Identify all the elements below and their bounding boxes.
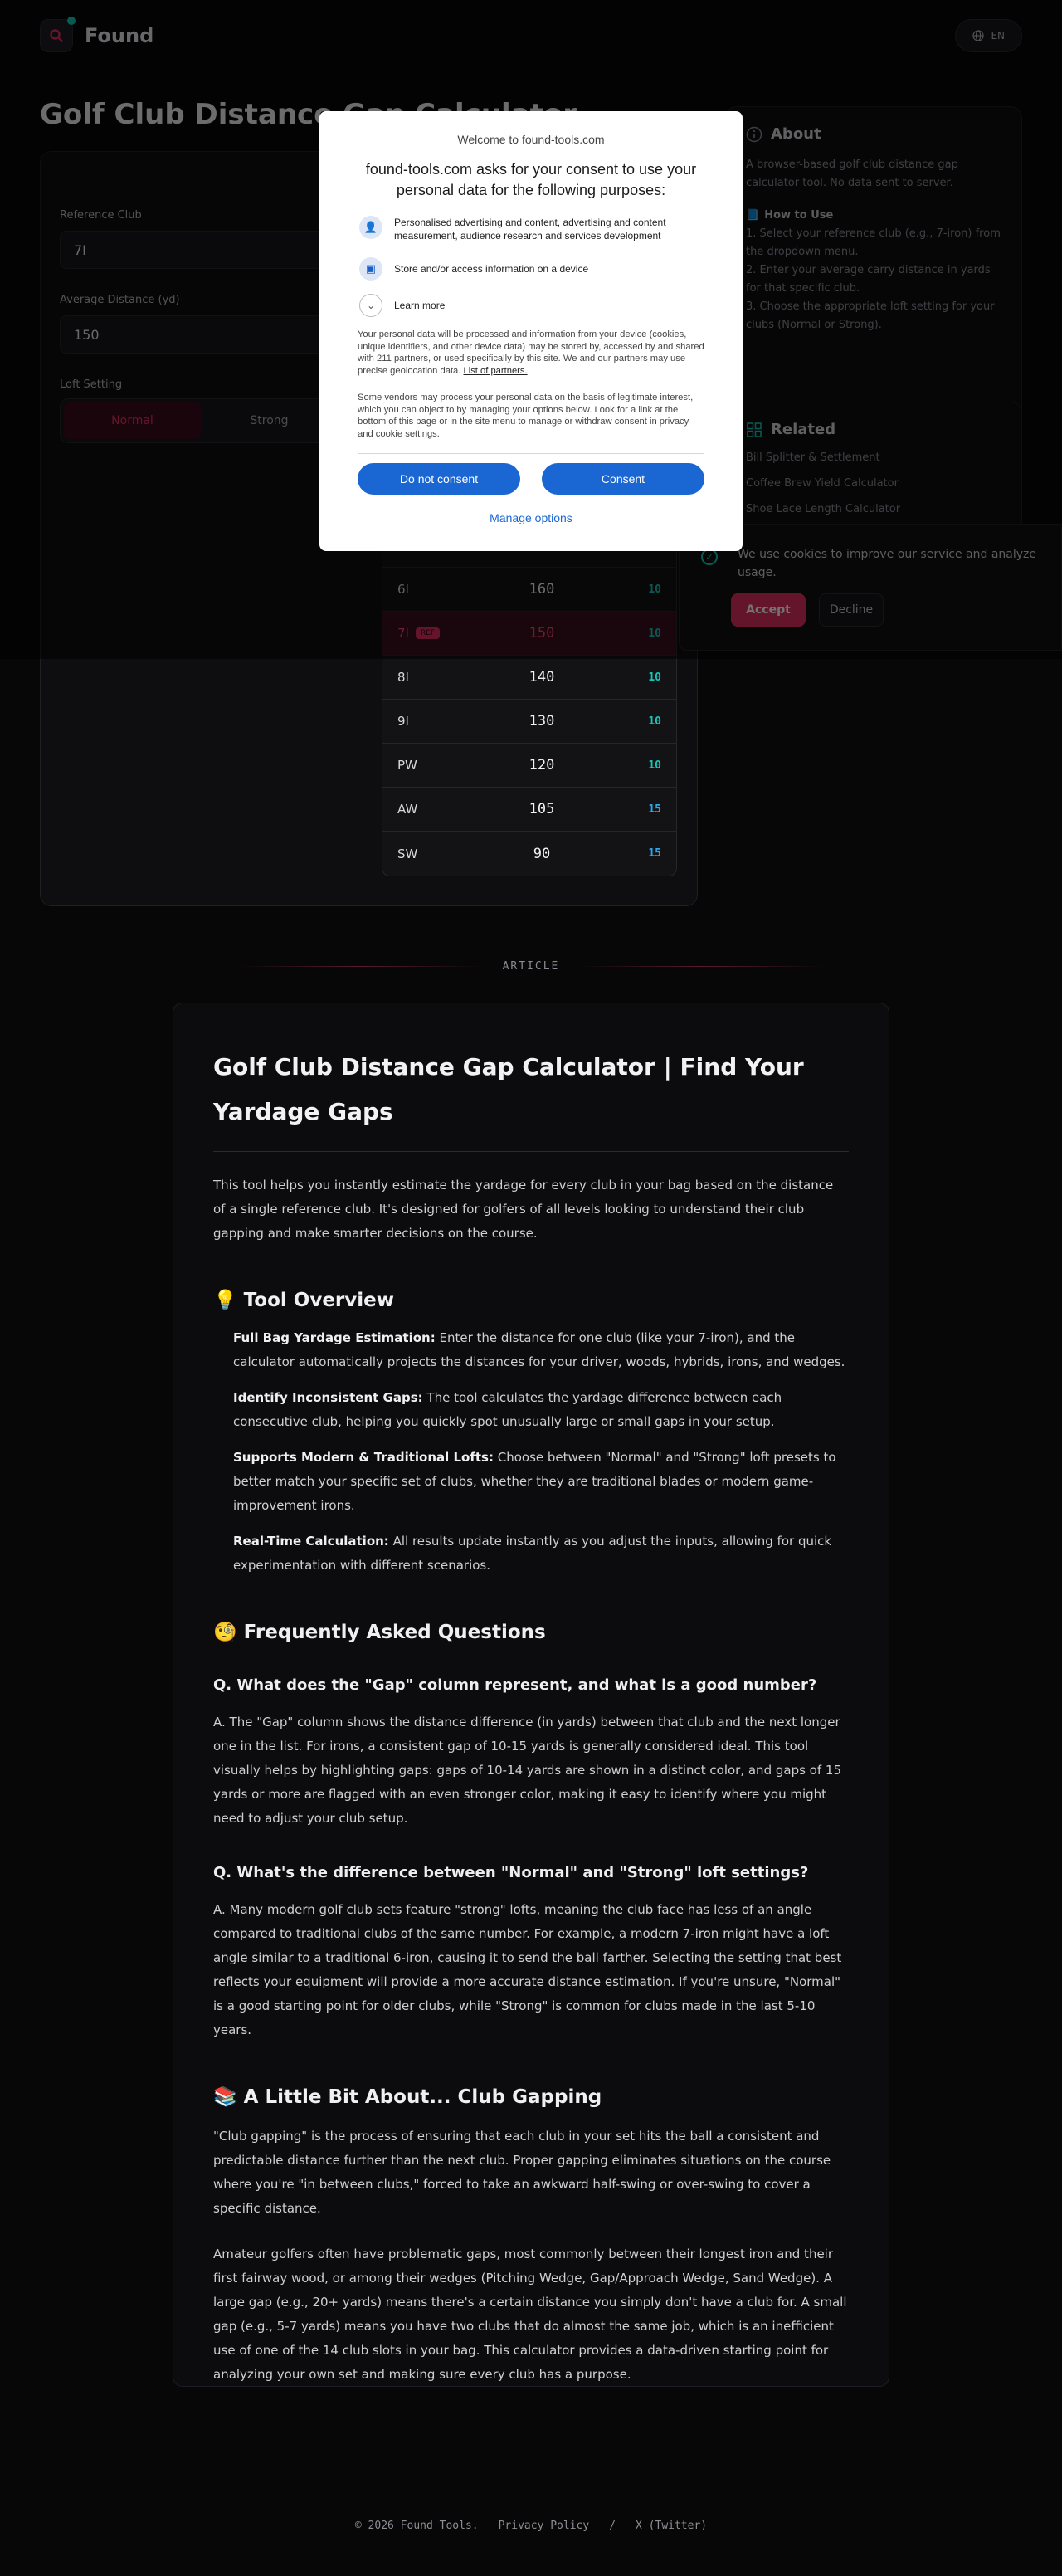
faq-heading: 🧐 Frequently Asked Questions: [213, 1622, 546, 1643]
chevron-down-icon: ⌄: [359, 294, 382, 317]
learn-more-toggle[interactable]: [359, 294, 708, 317]
faq-question: Q. What does the "Gap" column represent, and what is a good number?: [213, 1676, 817, 1694]
club-distance: 105: [529, 801, 555, 817]
copyright: © 2026 Found Tools.: [354, 2520, 479, 2532]
faq-answer: A. Many modern golf club sets feature "strong" lofts, meaning the club face has less of an angle compared to traditional clubs of the same number. For example, a modern 7-iron might have a loft angle similar to a traditional 6-iron, causing it to send the ball farther. Selecting the setting that best reflects your equipment will provide a more accurate distance estimation. If you're unsure, "Normal" is a good starting point for older clubs, while "Strong" is common for clubs made in the last 5-10 years.: [213, 1902, 842, 2037]
club-gap: 10: [648, 715, 661, 728]
club-name: PW: [397, 758, 417, 773]
result-row: [382, 700, 676, 744]
club-distance: 120: [529, 757, 555, 773]
feature-item: Real-Time Calculation: All results update instantly as you adjust the inputs, allowing for quick experimentation with different scenarios.: [233, 1534, 832, 1573]
purpose-text: Store and/or access information on a device: [394, 263, 589, 275]
footer-separator: /: [609, 2520, 616, 2532]
partners-link[interactable]: List of partners.: [463, 365, 528, 376]
consent-paragraph: [358, 329, 706, 377]
article-intro: This tool helps you instantly estimate the yardage for every club in your bag based on the distance of a single reference club. It's designed for golfers of all levels looking to understand their club gapping and make smarter decisions on the course.: [213, 1178, 834, 1241]
consent-para-text: Your personal data will be processed and information from your device (cookies, unique identifiers, and other device data) may be stored by, accessed by and shared with 211 partners, or used specifically by this site. We and our partners may use precise geolocation data.: [358, 329, 704, 376]
twitter-link[interactable]: X (Twitter): [636, 2520, 708, 2532]
consent-dialog: [319, 111, 743, 551]
club-gap: 15: [648, 847, 661, 860]
consent-heading: found-tools.com asks for your consent to use your personal data for the following purposes:: [365, 161, 697, 198]
article-title: Golf Club Distance Gap Calculator | Find Your Yardage Gaps: [213, 1045, 849, 1152]
footer: [0, 2520, 1062, 2532]
result-row: [382, 744, 676, 788]
club-distance: 90: [533, 845, 551, 862]
club-gapping-heading: 📚 A Little Bit About... Club Gapping: [213, 2086, 602, 2108]
purpose-text: Personalised advertising and content, advertising and content measurement, audience research and services development: [394, 217, 666, 242]
club-gap: 15: [648, 803, 661, 816]
feature-item: Identify Inconsistent Gaps: The tool calculates the yardage difference between each consecutive club, helping you quickly spot unusually large or small gaps in your setup.: [233, 1390, 782, 1429]
club-gap: 10: [648, 759, 661, 772]
club-name: AW: [397, 802, 418, 817]
manage-options-link[interactable]: Manage options: [490, 511, 572, 524]
device-icon: ▣: [359, 257, 382, 281]
consent-button[interactable]: Consent: [542, 463, 704, 495]
article-paragraph: Amateur golfers often have problematic gaps, most commonly between their longest iron and their first fairway wood, or among their wedges (Pitching Wedge, Gap/Approach Wedge, Sand Wedge). A large gap (e.g., 20+ yards) means there's a certain distance you simply don't have a club for. A small gap (e.g., 5-7 yards) means you have two clubs that do almost the same job, which is an inefficient use of one of the 14 club slots in your bag. This calculator provides a data-driven starting point for analyzing your own set and making sure every club has a purpose.: [213, 2247, 847, 2382]
consent-paragraph: Some vendors may process your personal data on the basis of legitimate interest, which you can object to by managing your options below. Look for a link at the bottom of this page or in the site menu to manage or withdraw consent in privacy and cookie settings.: [358, 393, 694, 439]
club-name: 9I: [397, 714, 409, 729]
result-row: [382, 832, 676, 876]
faq-answer: A. The "Gap" column shows the distance difference (in yards) between that club and the next longer one in the list. For irons, a consistent gap of 10-15 yards is generally considered ideal. This tool visually helps by highlighting gaps: gaps of 10-14 yards are shown in a distinct color, and gaps of 15 yards or more are flagged with an even stronger color, making it easy to identify where you might need to adjust your club setup.: [213, 1715, 841, 1826]
privacy-policy-link[interactable]: Privacy Policy: [498, 2520, 590, 2532]
purpose-item: [359, 257, 708, 281]
learn-more-label: Learn more: [394, 300, 446, 311]
club-name: 8I: [397, 670, 409, 685]
club-distance: 130: [529, 713, 555, 729]
article: [173, 1003, 889, 2387]
club-name: SW: [397, 846, 418, 861]
article-label: ARTICLE: [502, 960, 560, 973]
result-row: [382, 656, 676, 700]
result-row: [382, 788, 676, 832]
club-distance: 140: [529, 669, 555, 685]
do-not-consent-button[interactable]: Do not consent: [358, 463, 520, 495]
tool-overview-heading: 💡 Tool Overview: [213, 1290, 394, 1311]
article-divider: [0, 960, 1062, 973]
person-icon: 👤: [359, 216, 382, 239]
purpose-item: [359, 216, 708, 242]
feature-item: Full Bag Yardage Estimation: Enter the distance for one club (like your 7-iron), and the calculator automatically projects the distances for your driver, woods, hybrids, irons, and wedges.: [233, 1330, 845, 1369]
club-gap: 10: [648, 671, 661, 684]
feature-item: Supports Modern & Traditional Lofts: Choose between "Normal" and "Strong" loft presets to better match your specific set of clubs, whether they are traditional blades or modern game-improvement irons.: [233, 1450, 836, 1513]
article-paragraph: "Club gapping" is the process of ensuring that each club in your set hits the ball a consistent and predictable distance further than the next club. Proper gapping eliminates situations on the course where you're "in between clubs," forced to take an awkward half-swing or over-swing to cover a specific distance.: [213, 2129, 831, 2216]
faq-question: Q. What's the difference between "Normal" and "Strong" loft settings?: [213, 1864, 809, 1881]
consent-site-title: Welcome to found-tools.com: [457, 133, 605, 146]
divider: [358, 453, 704, 454]
